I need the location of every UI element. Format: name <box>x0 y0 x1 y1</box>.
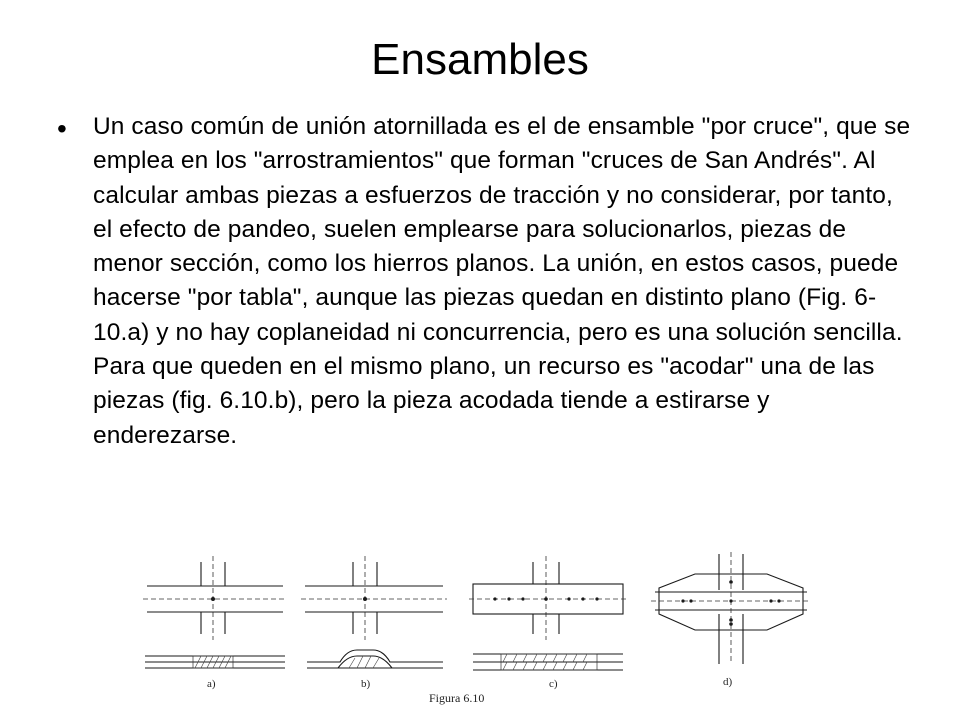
figure-label-c: c) <box>549 678 558 690</box>
bullet-marker: • <box>57 113 67 144</box>
figure-c-drawing <box>469 556 629 670</box>
figure-caption: Figura 6.10 <box>429 691 485 705</box>
bullet-text: Un caso común de unión atornillada es el de ensamble "por cruce", que se emplea en los "arrostramientos" que forman "cruces de San Andrés". Al calcular ambas piezas a esfuerzos de tracción y no considerar, por tanto, el efecto de pandeo, suelen emplearse para solucionarlos, piezas de menor sección, como los hierros planos. La unión, en estos casos, puede hacerse "por tabla", aunque las piezas quedan en distinto plano (Fig. 6-10.a) y no hay coplaneidad ni concurrencia, pero es una solución sencilla. Para que queden en el mismo plano, un recurso es "acodar" una de las piezas (fig. 6.10.b), pero la pieza acodada tiende a estirarse y enderezarse. <box>93 113 911 449</box>
figure-label-b: b) <box>361 678 371 690</box>
figure-a-drawing <box>143 556 287 668</box>
figure-label-a: a) <box>207 678 216 690</box>
figure-label-d: d) <box>723 676 733 688</box>
figure-d-drawing <box>651 552 811 664</box>
figure-b-drawing <box>301 556 447 668</box>
slide-title: Ensambles <box>371 35 589 84</box>
figure-6-10 <box>135 552 825 710</box>
